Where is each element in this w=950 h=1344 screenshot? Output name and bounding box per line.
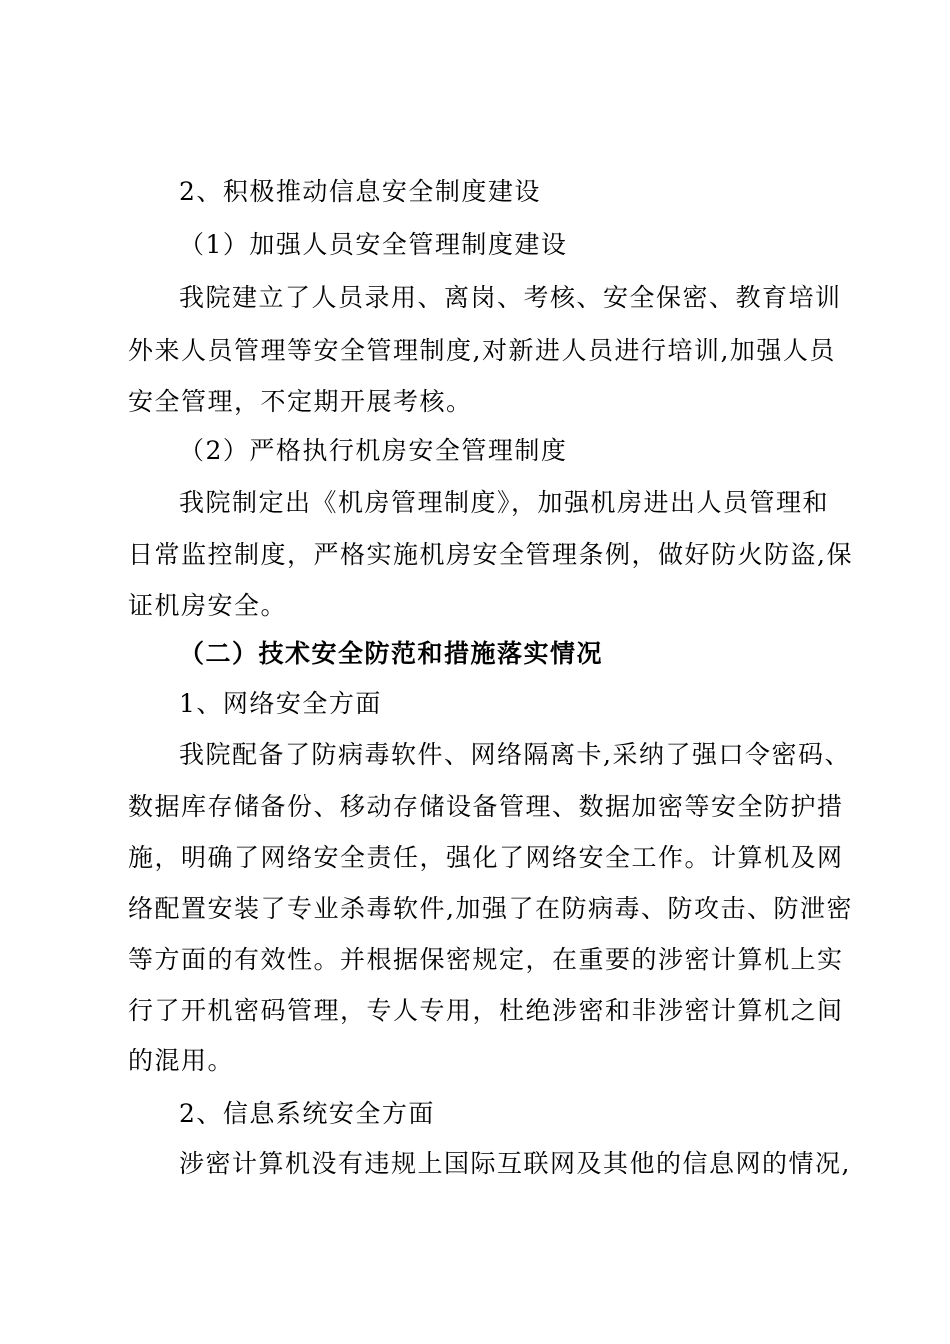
section-heading-technical-security: （二）技术安全防范和措施落实情况 [179,639,604,668]
section-heading-policy-building: 2、积极推动信息安全制度建设 [179,177,541,206]
paragraph-line: 施，明确了网络安全责任，强化了网络安全工作。计算机及网 [128,843,844,872]
paragraph-line: 我院配备了防病毒软件、网络隔离卡,采纳了强口令密码、 [179,740,851,769]
paragraph-line: 证机房安全。 [128,591,288,620]
paragraph-line: 络配置安装了专业杀毒软件,加强了在防病毒、防攻击、防泄密 [128,894,853,923]
paragraph-line: 我院制定出《机房管理制度》，加强机房进出人员管理和 [179,488,830,517]
subheading-network-security: 1、网络安全方面 [179,689,382,718]
paragraph-line: 日常监控制度，严格实施机房安全管理条例，做好防火防盗,保 [128,540,853,569]
subheading-information-system-security: 2、信息系统安全方面 [179,1099,435,1128]
paragraph-line: 的混用。 [128,1046,235,1075]
paragraph-line: 外来人员管理等安全管理制度,对新进人员进行培训,加强人员 [128,336,836,365]
subheading-personnel-security: （1）加强人员安全管理制度建设 [179,230,568,259]
paragraph-line: 等方面的有效性。并根据保密规定，在重要的涉密计算机上实 [128,945,844,974]
paragraph-line: 数据库存储备份、移动存储设备管理、数据加密等安全防护措 [128,792,844,821]
paragraph-line: 安全管理，不定期开展考核。 [128,387,473,416]
subheading-machine-room: （2）严格执行机房安全管理制度 [179,436,568,465]
paragraph-line: 涉密计算机没有违规上国际互联网及其他的信息网的情况, [179,1149,851,1178]
paragraph-line: 我院建立了人员录用、离岗、考核、安全保密、教育培训 [179,283,842,312]
paragraph-line: 行了开机密码管理，专人专用，杜绝涉密和非涉密计算机之间 [128,996,844,1025]
